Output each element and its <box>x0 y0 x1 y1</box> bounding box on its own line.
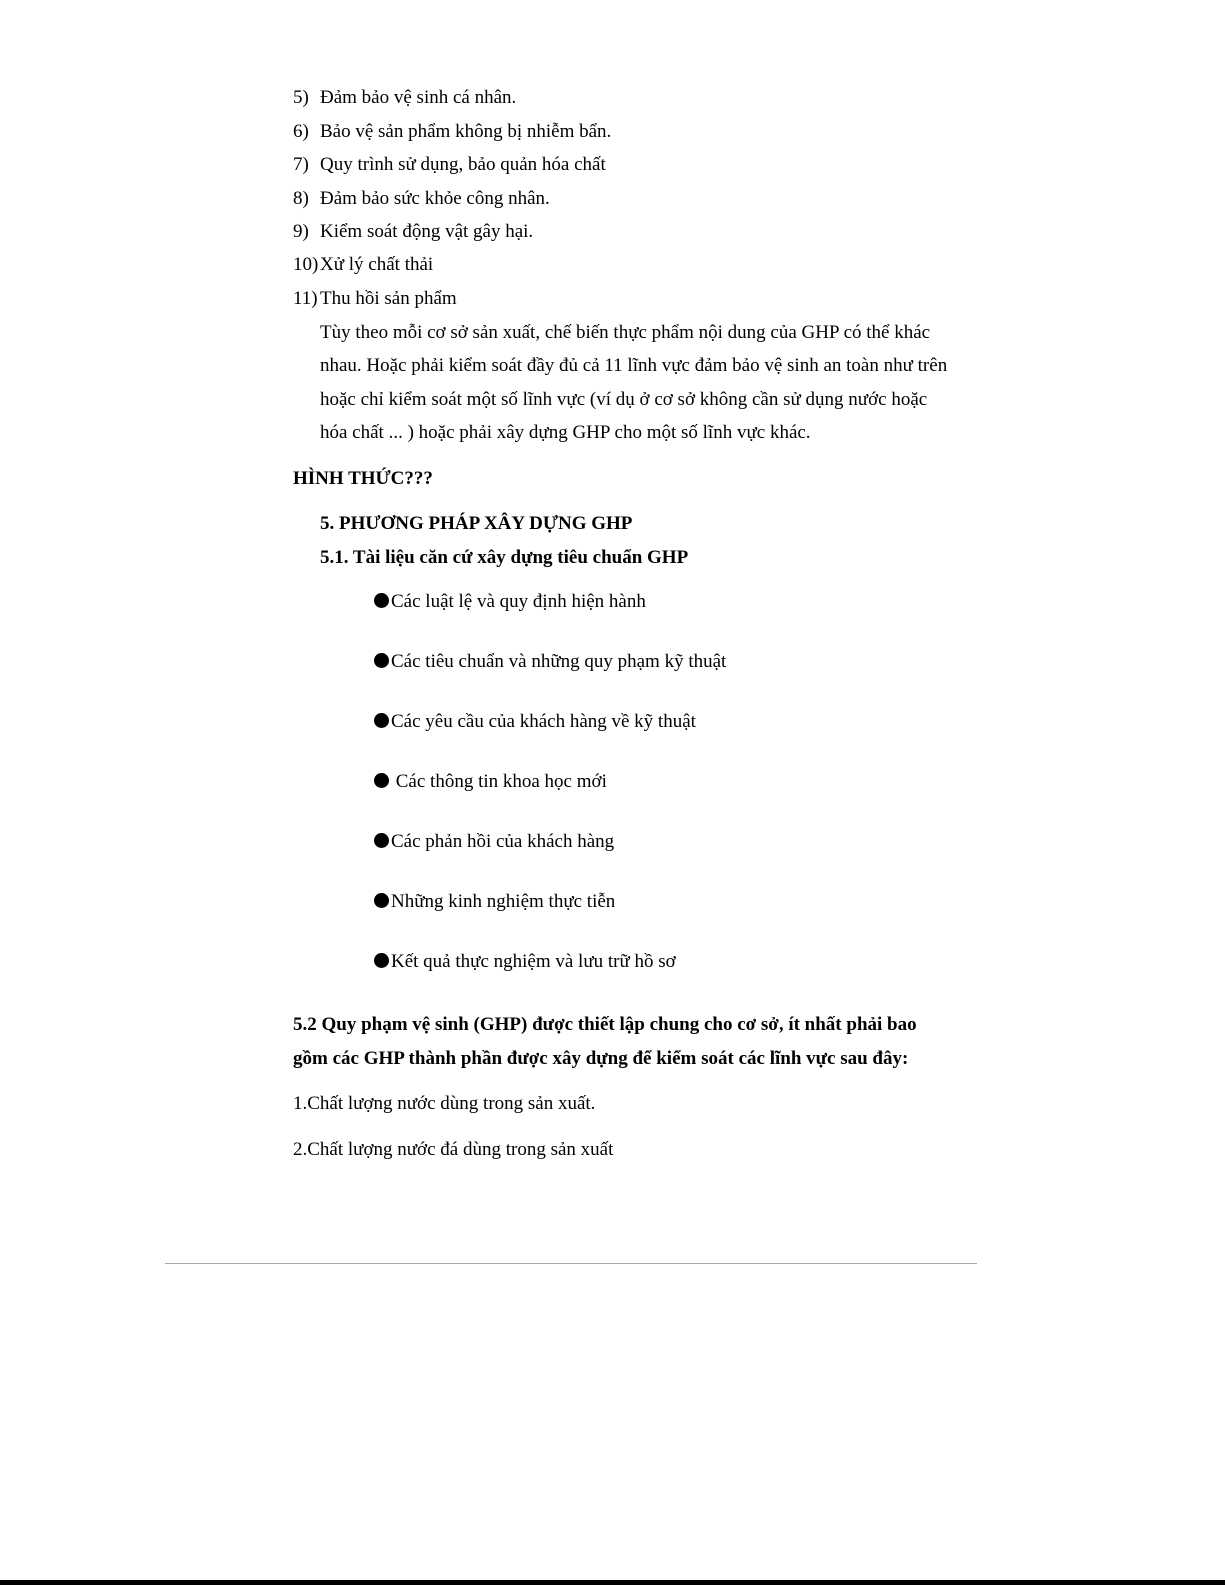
list-item <box>293 289 457 308</box>
paragraph-line: hóa chất ... ) hoặc phải xây dựng GHP cho một số lĩnh vực khác. <box>320 421 811 443</box>
bullet-icon <box>374 833 389 848</box>
bullet-text: Các tiêu chuẩn và những quy phạm kỹ thuật <box>391 651 727 672</box>
item-number: 6) <box>293 121 309 142</box>
item-number: 5) <box>293 87 309 108</box>
item-text: Quy trình sử dụng, bảo quản hóa chất <box>320 154 606 175</box>
list-item <box>293 255 433 274</box>
list-item <box>293 122 611 141</box>
list-item <box>374 712 696 731</box>
item-text: Bảo vệ sản phẩm không bị nhiễm bẩn. <box>320 121 612 142</box>
item-number: 10) <box>293 254 319 275</box>
item-text: Xử lý chất thải <box>320 254 434 275</box>
bullet-text: Những kinh nghiệm thực tiễn <box>391 891 616 912</box>
bullet-text: Các thông tin khoa học mới <box>391 771 607 792</box>
bullet-icon <box>374 773 389 788</box>
page-divider <box>165 1263 977 1264</box>
list-item <box>374 592 646 611</box>
paragraph-line: hoặc chỉ kiểm soát một số lĩnh vực (ví dụ ở cơ sở không cần sử dụng nước hoặc <box>320 388 928 410</box>
list-item <box>293 155 606 174</box>
item-number: 8) <box>293 188 309 209</box>
list-item <box>374 772 607 791</box>
bullet-icon <box>374 593 389 608</box>
bullet-text: Các luật lệ và quy định hiện hành <box>391 591 646 612</box>
item-text: Kiểm soát động vật gây hại. <box>320 221 534 242</box>
bullet-icon <box>374 953 389 968</box>
list-item: 1.Chất lượng nước dùng trong sản xuất. <box>293 1093 596 1114</box>
bottom-border <box>0 1580 1225 1585</box>
list-item <box>293 222 533 241</box>
section-5-2-line: gồm các GHP thành phần được xây dựng để kiểm soát các lĩnh vực sau đây: <box>293 1048 909 1069</box>
section-5-2-line: 5.2 Quy phạm vệ sinh (GHP) được thiết lập chung cho cơ sở, ít nhất phải bao <box>293 1014 917 1035</box>
list-item: 2.Chất lượng nước đá dùng trong sản xuất <box>293 1139 614 1160</box>
list-item <box>293 88 516 107</box>
item-text: Thu hồi sản phẩm <box>320 288 457 309</box>
bullet-text: Các phản hồi của khách hàng <box>391 831 615 852</box>
paragraph-line: nhau. Hoặc phải kiểm soát đầy đủ cả 11 lĩnh vực đảm bảo vệ sinh an toàn như trên <box>320 355 948 377</box>
bullet-icon <box>374 653 389 668</box>
list-item <box>374 652 726 671</box>
bullet-icon <box>374 893 389 908</box>
item-text: Đảm bảo sức khỏe công nhân. <box>320 188 550 209</box>
list-item <box>293 189 550 208</box>
list-item <box>374 832 614 851</box>
list-item <box>374 952 676 971</box>
body-paragraph <box>320 316 980 449</box>
bullet-icon <box>374 713 389 728</box>
item-number: 9) <box>293 221 309 242</box>
item-number: 11) <box>293 288 318 309</box>
item-text: Đảm bảo vệ sinh cá nhân. <box>320 87 517 108</box>
paragraph-line: Tùy theo mỗi cơ sở sản xuất, chế biến thực phẩm nội dung của GHP có thể khác <box>320 322 931 343</box>
item-number: 7) <box>293 154 309 175</box>
bullet-text: Các yêu cầu của khách hàng về kỹ thuật <box>391 711 696 732</box>
list-item <box>374 892 615 911</box>
hinh-thuc-heading: HÌNH THỨC??? <box>293 468 433 489</box>
bullet-text: Kết quả thực nghiệm và lưu trữ hồ sơ <box>391 951 676 972</box>
section-5-heading: 5. PHƯƠNG PHÁP XÂY DỰNG GHP <box>320 513 633 534</box>
section-5-1-heading: 5.1. Tài liệu căn cứ xây dựng tiêu chuẩn GHP <box>320 547 689 568</box>
